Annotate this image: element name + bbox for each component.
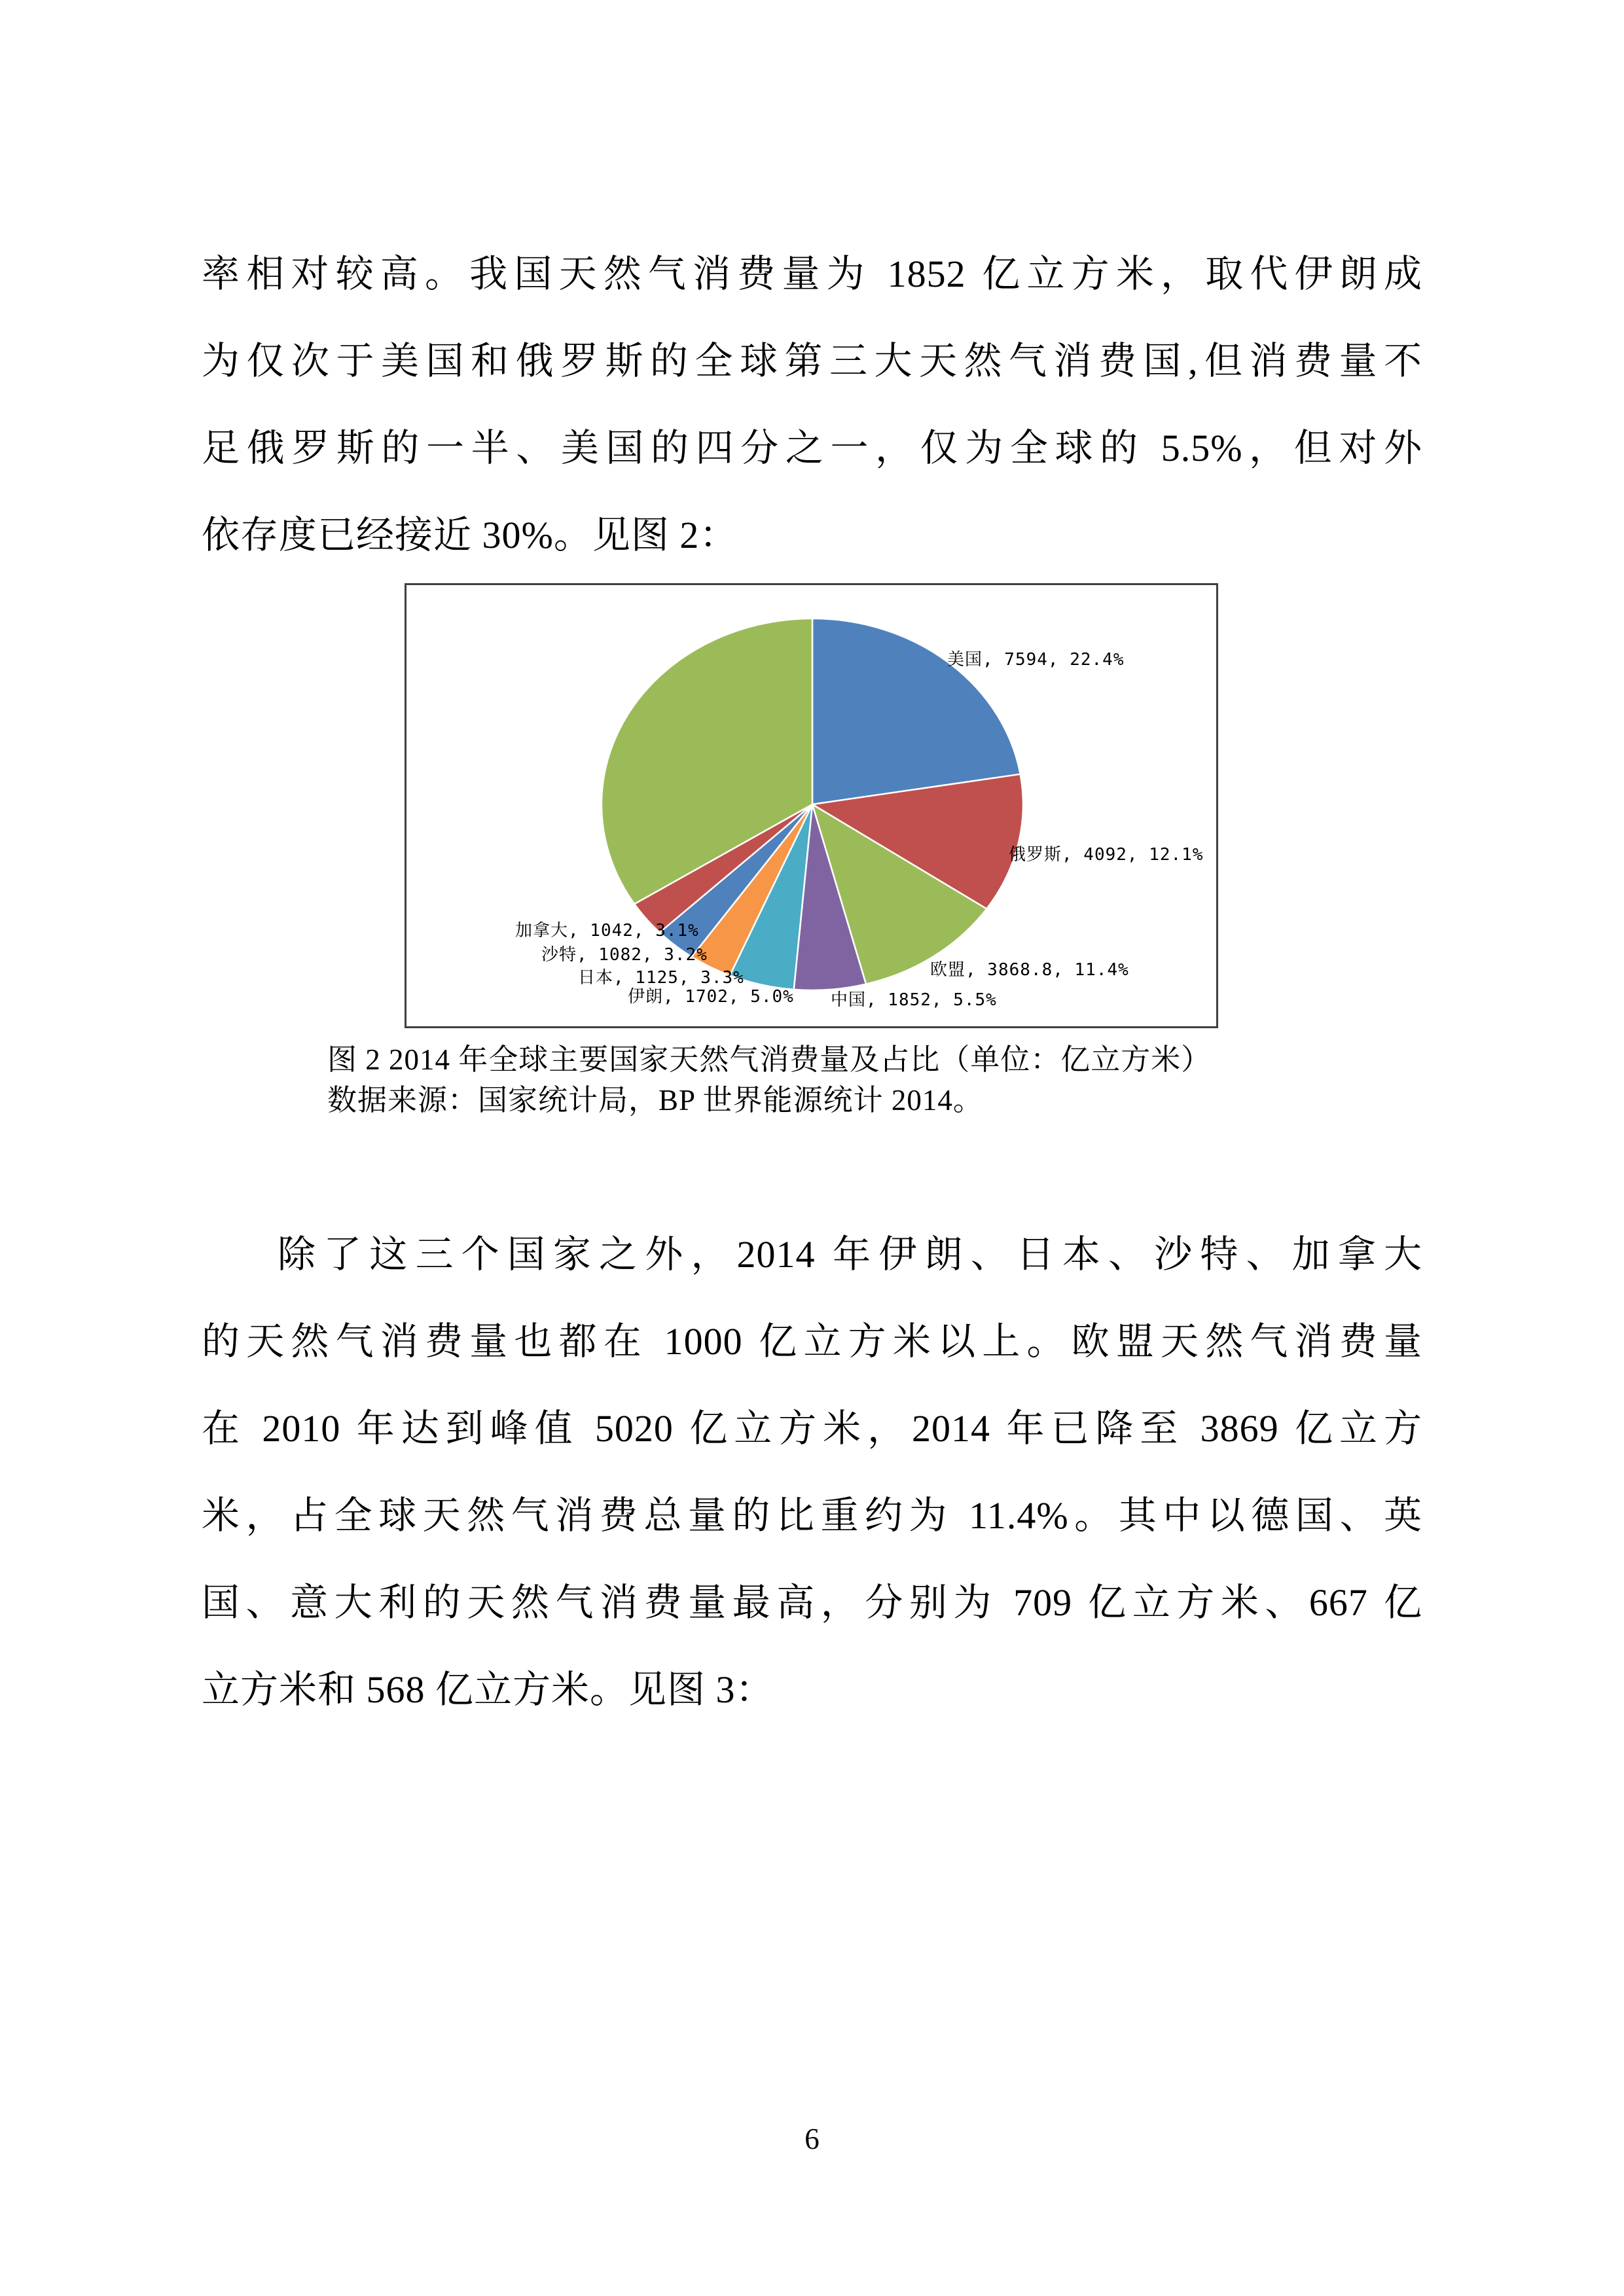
figure-2-chart-box <box>405 583 1218 1028</box>
para2-line-3: 在 2010 年达到峰值 5020 亿立方米，2014 年已降至 3869 亿立方 <box>202 1407 1422 1450</box>
paragraph-2 <box>202 1211 1422 1733</box>
para2-line-2: 的天然气消费量也都在 1000 亿立方米以上。欧盟天然气消费量 <box>202 1320 1422 1363</box>
para1-line-3: 足俄罗斯的一半、美国的四分之一，仅为全球的 5.5%，但对外 <box>202 427 1422 469</box>
para1-line-4: 依存度已经接近 30%。见图 2： <box>202 514 738 556</box>
figure-2-caption: 图 2 2014 年全球主要国家天然气消费量及占比（单位：亿立方米） <box>327 1043 1212 1076</box>
pie-label-加拿大: 加拿大, 1042, 3.1% <box>515 921 699 941</box>
para1-line-1: 率相对较高。我国天然气消费量为 1852 亿立方米，取代伊朗成 <box>202 253 1422 295</box>
para2-line-4: 米，占全球天然气消费总量的比重约为 11.4%。其中以德国、英 <box>202 1494 1422 1537</box>
pie-label-伊朗: 伊朗, 1702, 5.0% <box>628 987 794 1007</box>
pie-svg <box>406 585 1216 1026</box>
pie-label-沙特: 沙特, 1082, 3.2% <box>541 945 708 965</box>
page-number: 6 <box>804 2123 820 2155</box>
pie-label-俄罗斯: 俄罗斯, 4092, 12.1% <box>1009 845 1204 865</box>
figure-2-source: 数据来源：国家统计局，BP 世界能源统计 2014。 <box>327 1084 983 1117</box>
pie-label-日本: 日本, 1125, 3.3% <box>578 968 744 988</box>
pie-slice-美国 <box>812 619 1020 804</box>
pie-label-欧盟: 欧盟, 3868.8, 11.4% <box>930 960 1129 980</box>
figure-2-caption-block <box>327 1039 1375 1121</box>
pie-label-中国: 中国, 1852, 5.5% <box>831 990 997 1010</box>
paragraph-1 <box>202 230 1422 579</box>
para2-line-6: 立方米和 568 亿立方米。见图 3： <box>202 1668 774 1711</box>
para2-line-1: 除了这三个国家之外，2014 年伊朗、日本、沙特、加拿大 <box>278 1233 1422 1276</box>
para1-line-2: 为仅次于美国和俄罗斯的全球第三大天然气消费国,但消费量不 <box>202 340 1422 382</box>
para2-line-5: 国、意大利的天然气消费量最高，分别为 709 亿立方米、667 亿 <box>202 1581 1422 1624</box>
pie-label-美国: 美国, 7594, 22.4% <box>947 650 1125 670</box>
